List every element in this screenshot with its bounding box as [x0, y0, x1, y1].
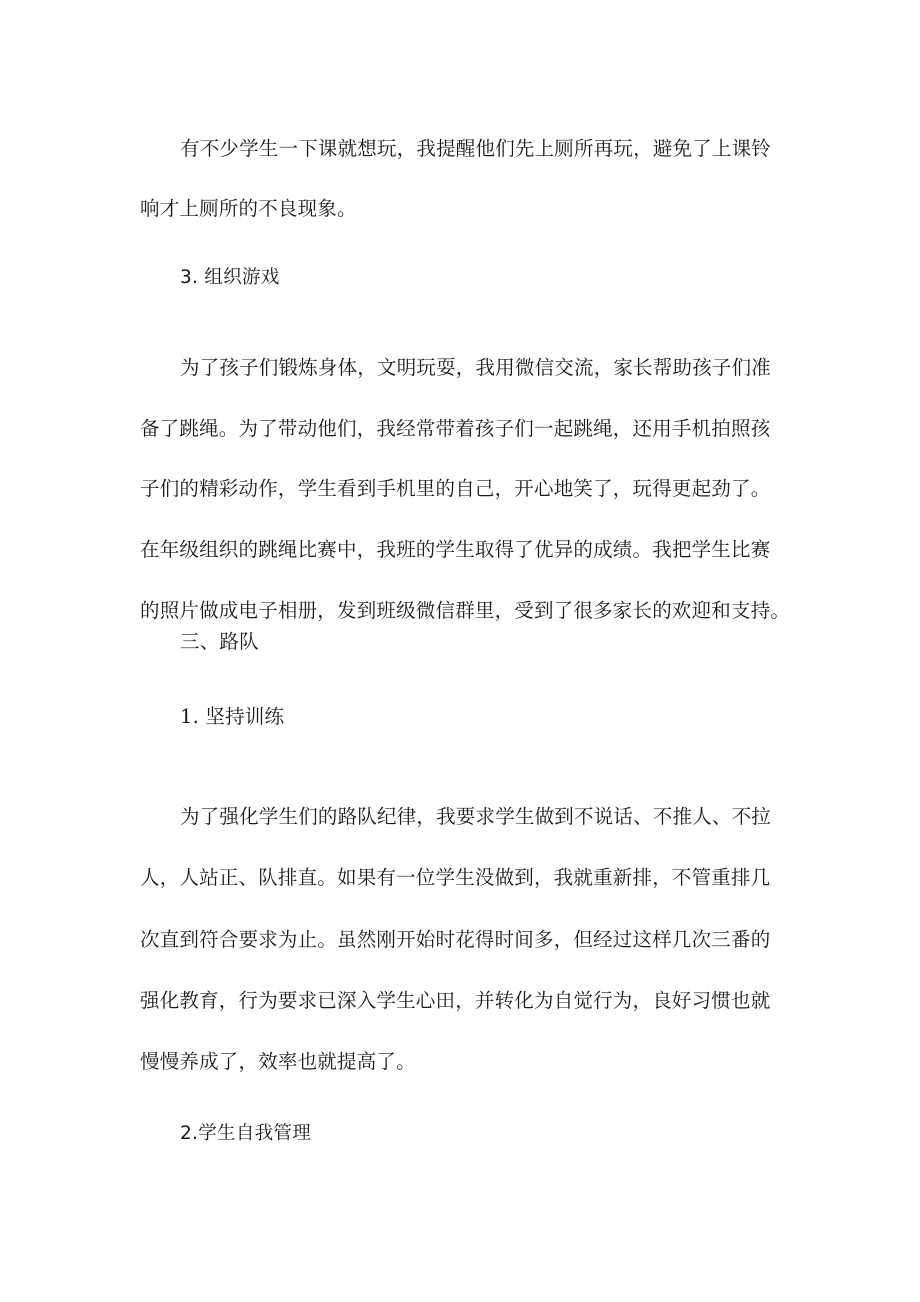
- paragraph-1-line-1: 有不少学生一下课就想玩，我提醒他们先上厕所再玩，避免了上课铃: [180, 137, 772, 160]
- paragraph-3-line-5: 慢慢养成了，效率也就提高了。: [140, 1050, 416, 1073]
- paragraph-1-line-2: 响才上厕所的不良现象。: [140, 197, 357, 220]
- paragraph-3-line-4: 强化教育，行为要求已深入学生心田，并转化为自觉行为，良好习惯也就: [140, 989, 771, 1012]
- paragraph-2-line-5: 的照片做成电子相册，发到班级微信群里，受到了很多家长的欢迎和支持。: [140, 599, 791, 622]
- paragraph-3-line-3: 次直到符合要求为止。虽然刚开始时花得时间多，但经过这样几次三番的: [140, 928, 771, 951]
- paragraph-3-line-2: 人，人站正、队排直。如果有一位学生没做到，我就重新排，不管重排几: [140, 866, 771, 889]
- paragraph-2-line-1: 为了孩子们锻炼身体，文明玩耍，我用微信交流，家长帮助孩子们准: [180, 356, 772, 379]
- paragraph-2-line-2: 备了跳绳。为了带动他们，我经常带着孩子们一起跳绳，还用手机拍照孩: [140, 417, 771, 440]
- heading-persist-training: 1. 坚持训练: [180, 705, 285, 728]
- heading-organize-games: 3. 组织游戏: [180, 267, 280, 288]
- paragraph-2-line-4: 在年级组织的跳绳比赛中，我班的学生取得了优异的成绩。我把学生比赛: [140, 538, 771, 561]
- paragraph-2-line-3: 子们的精彩动作，学生看到手机里的自己，开心地笑了，玩得更起劲了。: [140, 477, 771, 500]
- heading-student-self-management: 2.学生自我管理: [180, 1123, 312, 1144]
- paragraph-3-line-1: 为了强化学生们的路队纪律，我要求学生做到不说话、不推人、不拉: [180, 805, 772, 828]
- section-heading-road-team: 三、路队: [180, 630, 259, 653]
